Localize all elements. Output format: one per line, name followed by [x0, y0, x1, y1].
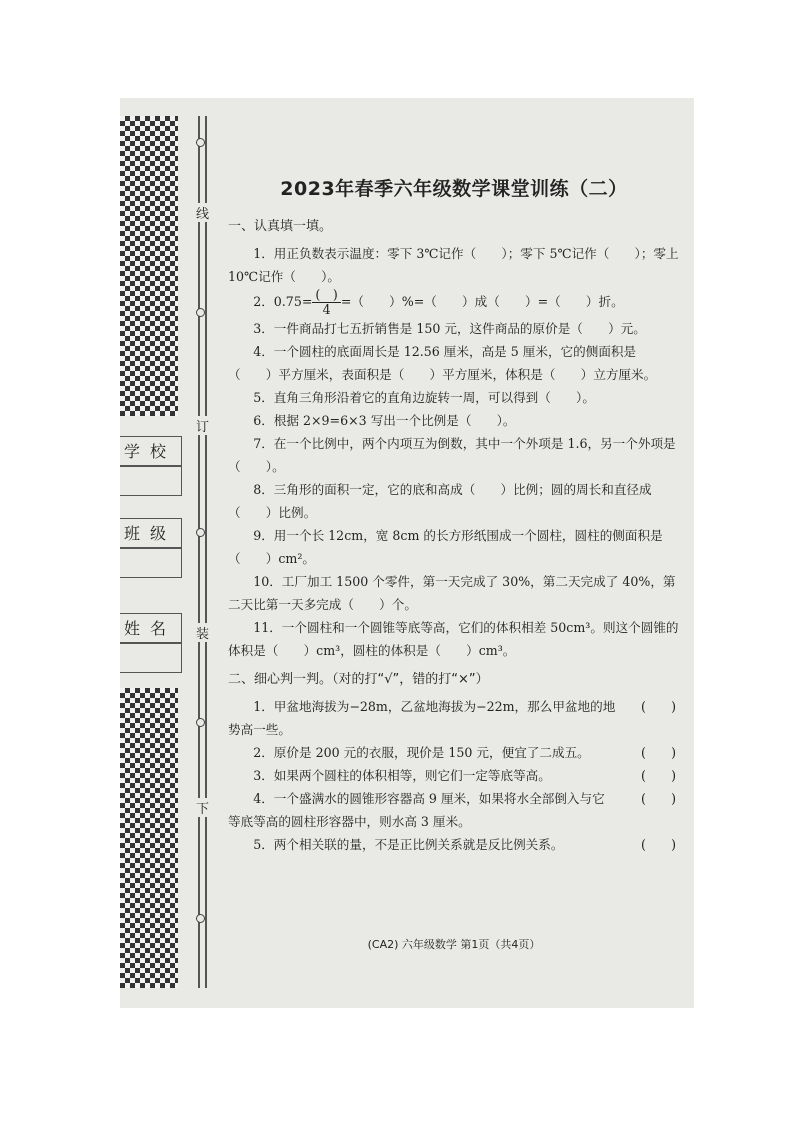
- question: 9．用一个长 12cm，宽 8cm 的长方形纸围成一个圆柱，圆柱的侧面积是（ ）cm²。: [228, 528, 663, 566]
- question-text: 2．原价是 200 元的衣服，现价是 150 元，便宜了二成五。: [253, 745, 590, 760]
- fraction-numerator: ( ): [312, 288, 340, 303]
- judge-question: [228, 787, 680, 833]
- question-text: 2．0.75=: [253, 294, 313, 309]
- binding-char: 装: [196, 623, 209, 642]
- question-text: 5．两个相关联的量，不是正比例关系就是反比例关系。: [253, 837, 564, 852]
- question: 6．根据 2×9=6×3 写出一个比例是（ ）。: [253, 413, 516, 428]
- binding-char: 线: [196, 203, 209, 222]
- name-field[interactable]: [120, 643, 182, 673]
- question-text: =（ ）%=（ ）成（ ）=（ ）折。: [340, 294, 624, 309]
- judge-question: [228, 695, 680, 741]
- section-heading: 一、认真填一填。: [228, 219, 333, 234]
- question: 11．一个圆柱和一个圆锥等底等高，它们的体积相差 50cm³。则这个圆锥的体积是（ ）cm³，圆柱的体积是（ ）cm³。: [228, 620, 679, 658]
- binding-hole-icon: [196, 914, 205, 923]
- question: 5．直角三角形沿着它的直角边旋转一周，可以得到（ ）。: [253, 390, 595, 405]
- binding-line: [205, 116, 207, 988]
- question: 4．一个圆柱的底面周长是 12.56 厘米，高是 5 厘米，它的侧面积是（ ）平方厘米，表面积是（ ）平方厘米，体积是（ ）立方厘米。: [228, 344, 657, 382]
- page-footer: (CA2) 六年级数学 第1页（共4页）: [367, 938, 541, 951]
- judge-question: [228, 764, 680, 787]
- binding-hole-icon: [196, 528, 205, 537]
- question: 1．用正负数表示温度：零下 3℃记作（ ）；零下 5℃记作（ ）；零上 10℃记作（ ）。: [228, 246, 683, 284]
- answer-mark: ( ): [640, 745, 676, 760]
- binding-hole-icon: [196, 308, 205, 317]
- checker-pattern-top: [120, 116, 178, 416]
- question: 3．一件商品打七五折销售是 150 元，这件商品的原价是（ ）元。: [253, 321, 646, 336]
- binding-line: [198, 116, 200, 988]
- question: 8．三角形的面积一定，它的底和高成（ ）比例；圆的周长和直径成（ ）比例。: [228, 482, 652, 520]
- name-label: 姓名: [120, 613, 182, 643]
- exam-paper: [120, 98, 694, 1008]
- answer-mark: ( ): [640, 768, 676, 783]
- answer-mark: ( ): [640, 791, 676, 806]
- section-heading: 二、细心判一判。（对的打“√”，错的打“×”）: [228, 672, 489, 687]
- school-field[interactable]: [120, 466, 182, 496]
- answer-mark: ( ): [640, 837, 676, 852]
- class-field[interactable]: [120, 548, 182, 578]
- fraction: [312, 288, 340, 317]
- fraction-denominator: 4: [322, 302, 331, 317]
- page-title: 2023年春季六年级数学课堂训练（二）: [280, 178, 628, 200]
- exam-content: [228, 174, 683, 856]
- question: 10．工厂加工 1500 个零件，第一天完成了 30%，第二天完成了 40%，第二天比第一天多完成（ ）个。: [228, 574, 676, 612]
- question: 7．在一个比例中，两个内项互为倒数，其中一个外项是 1.6，另一个外项是（ ）。: [228, 436, 676, 474]
- question-text: 3．如果两个圆柱的体积相等，则它们一定等底等高。: [253, 768, 551, 783]
- binding-char: 下: [196, 798, 209, 817]
- class-label: 班级: [120, 518, 182, 548]
- judge-question: [228, 833, 680, 856]
- binding-hole-icon: [196, 138, 205, 147]
- answer-mark: ( ): [640, 699, 676, 714]
- question-text: 1．甲盆地海拔为−28m，乙盆地海拔为−22m，那么甲盆地的地势高一些。: [228, 699, 616, 737]
- binding-char: 订: [196, 416, 209, 435]
- question: [228, 288, 680, 317]
- judge-question: [228, 741, 680, 764]
- question-text: 4．一个盛满水的圆锥形容器高 9 厘米，如果将水全部倒入与它等底等高的圆柱形容器中，则水高 3 厘米。: [228, 791, 605, 829]
- checker-pattern-bottom: [120, 688, 178, 988]
- binding-hole-icon: [196, 718, 205, 727]
- school-label: 学校: [120, 436, 182, 466]
